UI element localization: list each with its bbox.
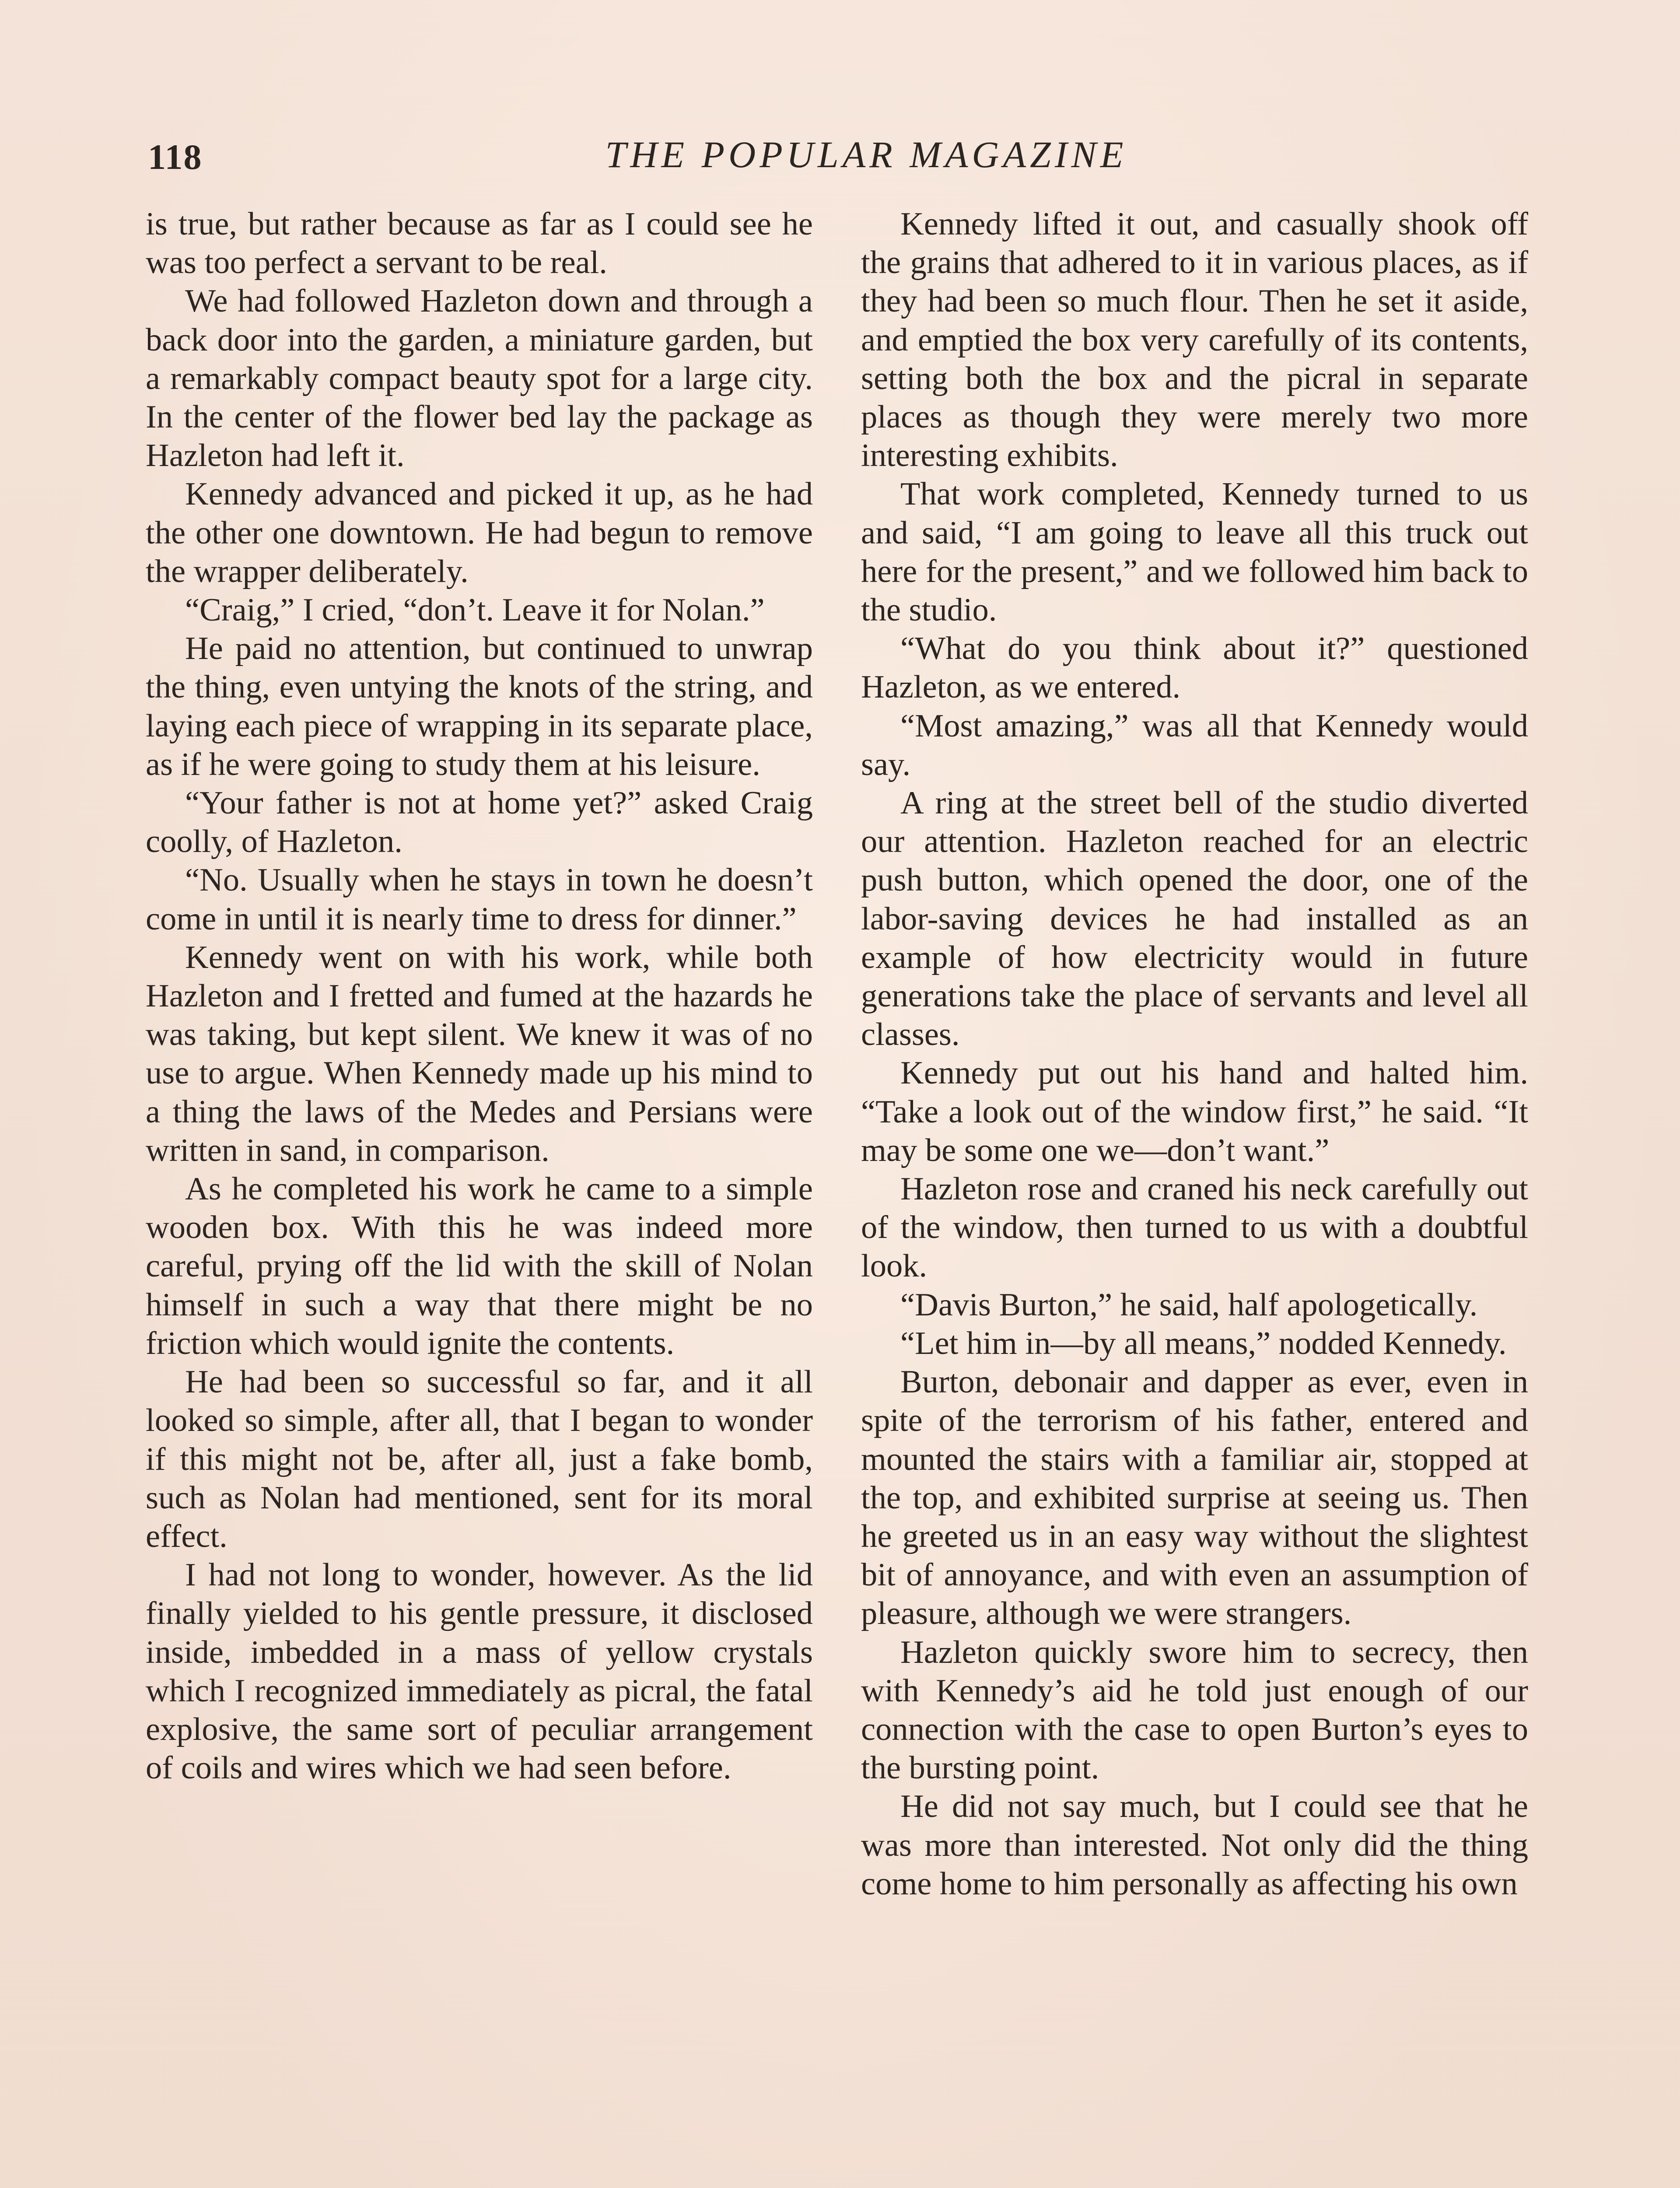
paragraph: Burton, debonair and dapper as ever, even in spite of the terrorism of his father, entered and mounted the stairs with a familiar air, stopped at the top, and exhibited surprise at seeing us. Then he greeted us in an easy way without the slightest bit of annoyance, and with even an assumption of pleasure, although we were strangers. — [861, 1364, 1528, 1632]
paragraph: I had not long to wonder, however. As the lid finally yielded to his gentle pressure, it disclosed inside, imbedded in a mass of yellow crystals which I recognized immediately as picral, the fatal explosive, the same sort of peculiar arrangement of coils and wires which we had seen before. — [146, 1557, 813, 1786]
paragraph: That work completed, Kennedy turned to us and said, “I am going to leave all this truck out here for the present,” and we followed him back to the studio. — [861, 476, 1528, 628]
running-title: THE POPULAR MAGAZINE — [605, 133, 1127, 175]
paragraph: Hazleton quickly swore him to secrecy, then with Kennedy’s aid he told just enough of our connection with the case to open Burton’s eyes to the bursting point. — [861, 1634, 1528, 1786]
page-header — [144, 127, 1536, 188]
paragraph: “Craig,” I cried, “don’t. Leave it for Nolan.” — [185, 592, 765, 628]
right-text-column — [861, 205, 1528, 1903]
paragraph: “What do you think about it?” questioned Hazleton, as we entered. — [861, 631, 1528, 705]
page-number: 118 — [148, 137, 203, 177]
paragraph: We had followed Hazleton down and through a back door into the garden, a miniature garden, but a remarkably compact beauty spot for a large city. In the center of the flower bed lay the package as Hazleton had left it. — [146, 283, 813, 474]
paragraph: As he completed his work he came to a simple wooden box. With this he was indeed more careful, prying off the lid with the skill of Nolan himself in such a way that there might be no friction which would ignite the contents. — [146, 1171, 813, 1361]
paragraph: Kennedy put out his hand and halted him. “Take a look out of the window first,” he said. “It may be some one we—don’t want.” — [861, 1055, 1528, 1168]
paragraph: Hazleton rose and craned his neck carefully out of the window, then turned to us with a doubtful look. — [861, 1171, 1528, 1284]
paragraph: “Davis Burton,” he said, half apologetically. — [900, 1287, 1478, 1323]
paragraph: “Your father is not at home yet?” asked Craig coolly, of Hazleton. — [146, 785, 813, 860]
paragraph: A ring at the street bell of the studio diverted our attention. Hazleton reached for an electric push button, which opened the door, one of the labor-saving devices he had installed as an example of how electricity would in future generations take the place of servants and level all classes. — [861, 785, 1528, 1053]
paragraph: He paid no attention, but continued to unwrap the thing, even untying the knots of the string, and laying each piece of wrapping in its separate place, as if he were going to study them at his leisure. — [146, 631, 813, 782]
paragraph: Kennedy went on with his work, while both Hazleton and I fretted and fumed at the hazards he was taking, but kept silent. We knew it was of no use to argue. When Kennedy made up his mind to a thing the laws of the Medes and Persians were written in sand, in comparison. — [146, 939, 813, 1168]
paragraph: is true, but rather because as far as I could see he was too perfect a servant to be real. — [146, 206, 813, 281]
paragraph: He did not say much, but I could see that he was more than interested. Not only did the thing come home to him personally as affecting his own — [861, 1788, 1528, 1902]
paragraph: “Most amazing,” was all that Kennedy would say. — [861, 708, 1528, 782]
paragraph: Kennedy advanced and picked it up, as he had the other one downtown. He had begun to remove the wrapper deliberately. — [146, 476, 813, 589]
left-text-column — [146, 205, 813, 1787]
paragraph: “No. Usually when he stays in town he doesn’t come in until it is nearly time to dress for dinner.” — [146, 862, 813, 937]
paragraph: Kennedy lifted it out, and casually shook off the grains that adhered to it in various places, as if they had been so much flour. Then he set it aside, and emptied the box very carefully of its contents, setting both the box and the picral in separate places as though they were merely two more interesting exhibits. — [861, 206, 1528, 474]
paragraph: He had been so successful so far, and it all looked so simple, after all, that I began to wonder if this might not be, after all, just a fake bomb, such as Nolan had mentioned, sent for its moral effect. — [146, 1364, 813, 1554]
paragraph: “Let him in—by all means,” nodded Kennedy. — [900, 1325, 1507, 1361]
